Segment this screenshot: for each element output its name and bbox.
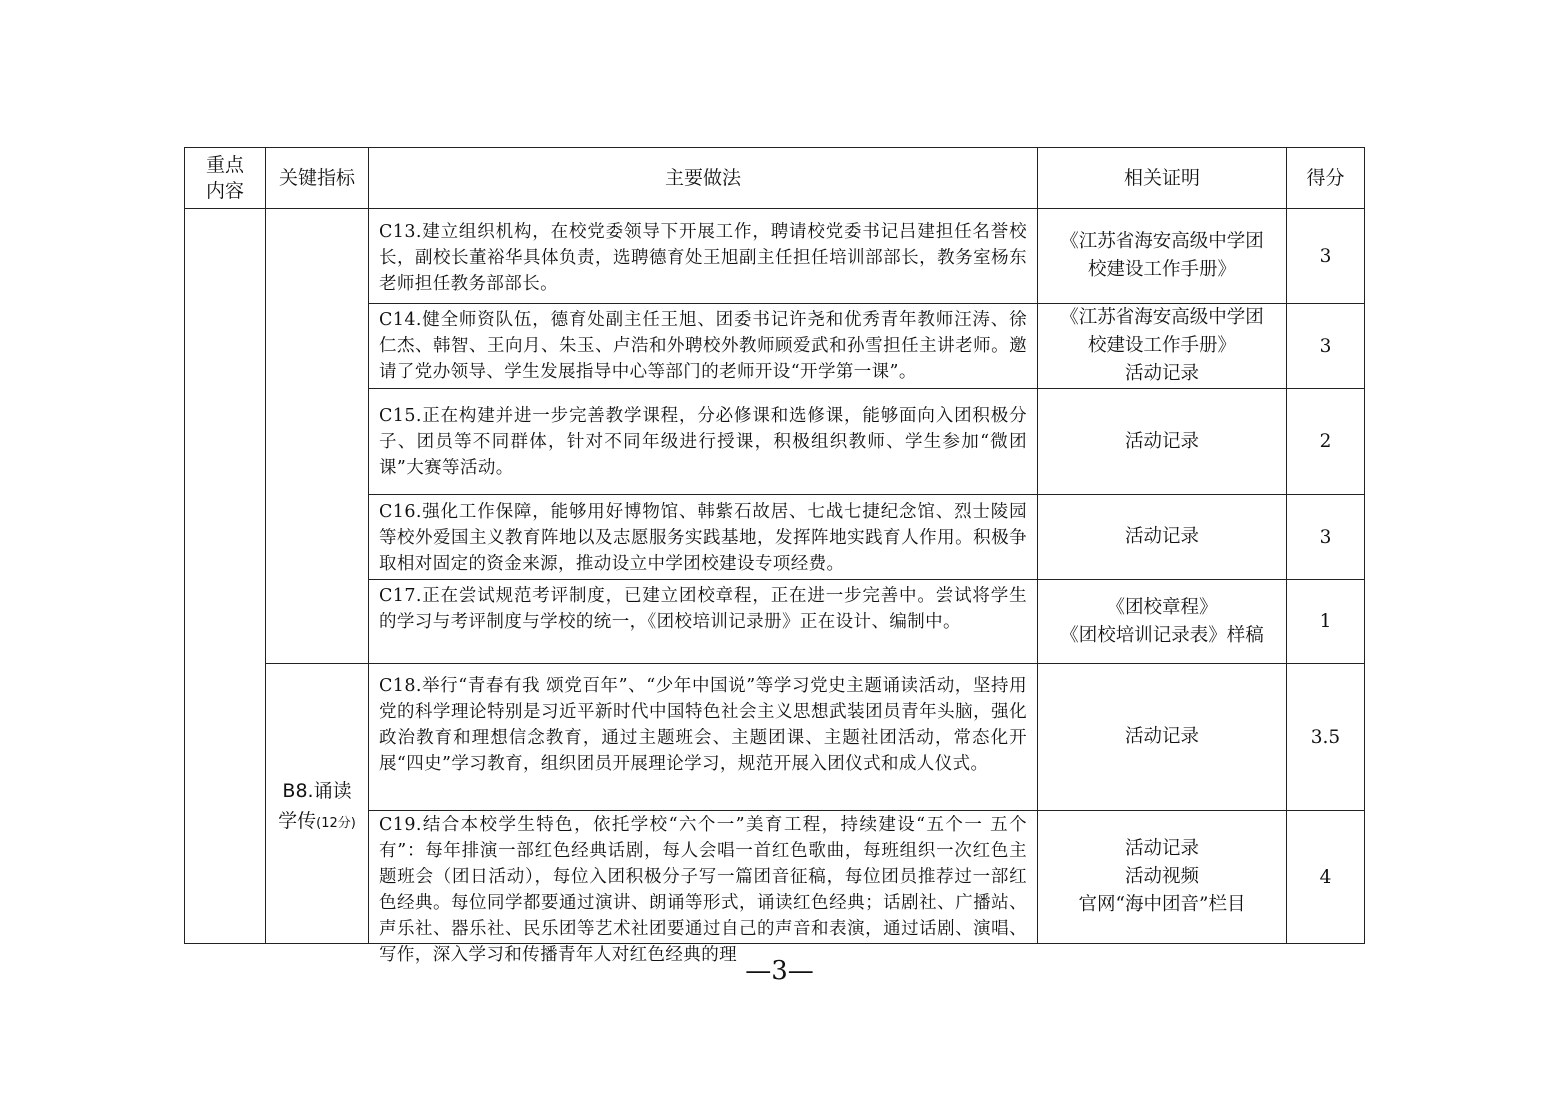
score-cell: 3.5 (1287, 664, 1365, 811)
header-evidence: 相关证明 (1038, 148, 1287, 209)
evidence-cell (1038, 664, 1287, 811)
evidence-cell (1038, 811, 1287, 944)
evidence-line: 《团校培训记录表》样稿 (1060, 624, 1264, 646)
evidence-cell (1038, 580, 1287, 664)
practice-text: C17.正在尝试规范考评制度，已建立团校章程，正在进一步完善中。尝试将学生的学习与考评制度与学校的统一，《团校培训记录册》正在设计、编制中。 (379, 586, 1027, 632)
table-row (185, 209, 1365, 304)
header-score: 得分 (1287, 148, 1365, 209)
evidence-line: 活动记录 (1124, 363, 1199, 384)
evidence-line: 官网“海中团音”栏目 (1078, 894, 1246, 915)
evidence-line: 《江苏省海安高级中学团 (1060, 307, 1264, 328)
indicator-cell-b8 (266, 664, 369, 944)
evidence-line: 《团校章程》 (1106, 596, 1218, 618)
practice-cell (369, 664, 1038, 811)
indicator-cell-empty (266, 209, 369, 664)
indicator-name2: 学传 (278, 810, 317, 832)
indicator-name-line2 (266, 806, 368, 839)
practice-cell (369, 495, 1038, 580)
practice-cell (369, 811, 1038, 965)
evidence-cell (1038, 389, 1287, 495)
practice-cell (369, 304, 1038, 389)
evidence-line: 校建设工作手册》 (1087, 259, 1236, 280)
evidence-line: 活动记录 (1124, 726, 1199, 747)
practice-cell (369, 580, 1038, 664)
header-focus (185, 148, 266, 209)
evidence-cell (1038, 495, 1287, 580)
evidence-line: 校建设工作手册》 (1087, 335, 1236, 356)
practice-text: C13.建立组织机构，在校党委领导下开展工作，聘请校党委书记吕建担任名誉校长，副校长董裕华具体负责，选聘德育处王旭副主任担任培训部部长，教务室杨东老师担任教务部部长。 (379, 222, 1027, 294)
header-focus-line2: 内容 (205, 180, 244, 202)
score-cell: 2 (1287, 389, 1365, 495)
practice-text: C15.正在构建并进一步完善教学课程，分必修课和选修课，能够面向入团积极分子、团员等不同群体，针对不同年级进行授课，积极组织教师、学生参加“微团课”大赛等活动。 (379, 406, 1027, 478)
score-cell: 4 (1287, 811, 1365, 944)
header-focus-line1: 重点 (205, 154, 244, 176)
evidence-line: 活动视频 (1124, 866, 1199, 887)
table-row (185, 664, 1365, 811)
evidence-cell (1038, 304, 1287, 389)
header-row (185, 148, 1365, 209)
header-practice: 主要做法 (369, 148, 1038, 209)
evidence-cell (1038, 209, 1287, 304)
score-cell: 3 (1287, 495, 1365, 580)
practice-text: C18.举行“青春有我 颂党百年”、“少年中国说”等学习党史主题诵读活动，坚持用党的科学理论特别是习近平新时代中国特色社会主义思想武装团员青年头脑，强化政治教育和理想信念教育，通过主题班会、主题团课、主题社团活动，常态化开展“四史”学习教育，组织团员开展理论学习，规范开展入团仪式和成人仪式。 (379, 676, 1027, 774)
indicator-name: B8.诵读 (282, 780, 352, 802)
practice-text: C19.结合本校学生特色，依托学校“六个一”美育工程，持续建设“五个一 五个有”：每年排演一部红色经典话剧，每人会唱一首红色歌曲，每班组织一次红色主题班会（团日活动），每位入团积极分子写一篇团音征稿，每位团员推荐过一部红色经典。每位同学都要通过演讲、朗诵等形式，诵读红色经典；话剧社、广播站、声乐社、器乐社、民乐团等艺术社团要通过自己的声音和表演，通过话剧、演唱、写作，深入学习和传播青年人对红色经典的理 (379, 815, 1027, 965)
evidence-line: 活动记录 (1124, 838, 1199, 859)
indicator-points: (12分) (316, 816, 356, 831)
score-cell: 3 (1287, 209, 1365, 304)
practice-cell (369, 209, 1038, 304)
page-number: —3— (745, 956, 814, 986)
evidence-line: 活动记录 (1124, 430, 1199, 452)
practice-text: C14.健全师资队伍，德育处副主任王旭、团委书记许尧和优秀青年教师汪涛、徐仁杰、韩智、王向月、朱玉、卢浩和外聘校外教师顾爱武和孙雪担任主讲老师。邀请了党办领导、学生发展指导中心等部门的老师开设“开学第一课”。 (379, 310, 1027, 382)
header-indicator: 关键指标 (266, 148, 369, 209)
evidence-line: 活动记录 (1124, 526, 1199, 547)
focus-cell (185, 209, 266, 944)
evidence-line: 《江苏省海安高级中学团 (1060, 231, 1264, 252)
score-cell: 1 (1287, 580, 1365, 664)
practice-text: C16.强化工作保障，能够用好博物馆、韩紫石故居、七战七捷纪念馆、烈士陵园等校外爱国主义教育阵地以及志愿服务实践基地，发挥阵地实践育人作用。积极争取相对固定的资金来源，推动设立中学团校建设专项经费。 (379, 502, 1027, 574)
score-cell: 3 (1287, 304, 1365, 389)
practice-cell (369, 389, 1038, 495)
evaluation-table (184, 147, 1365, 965)
